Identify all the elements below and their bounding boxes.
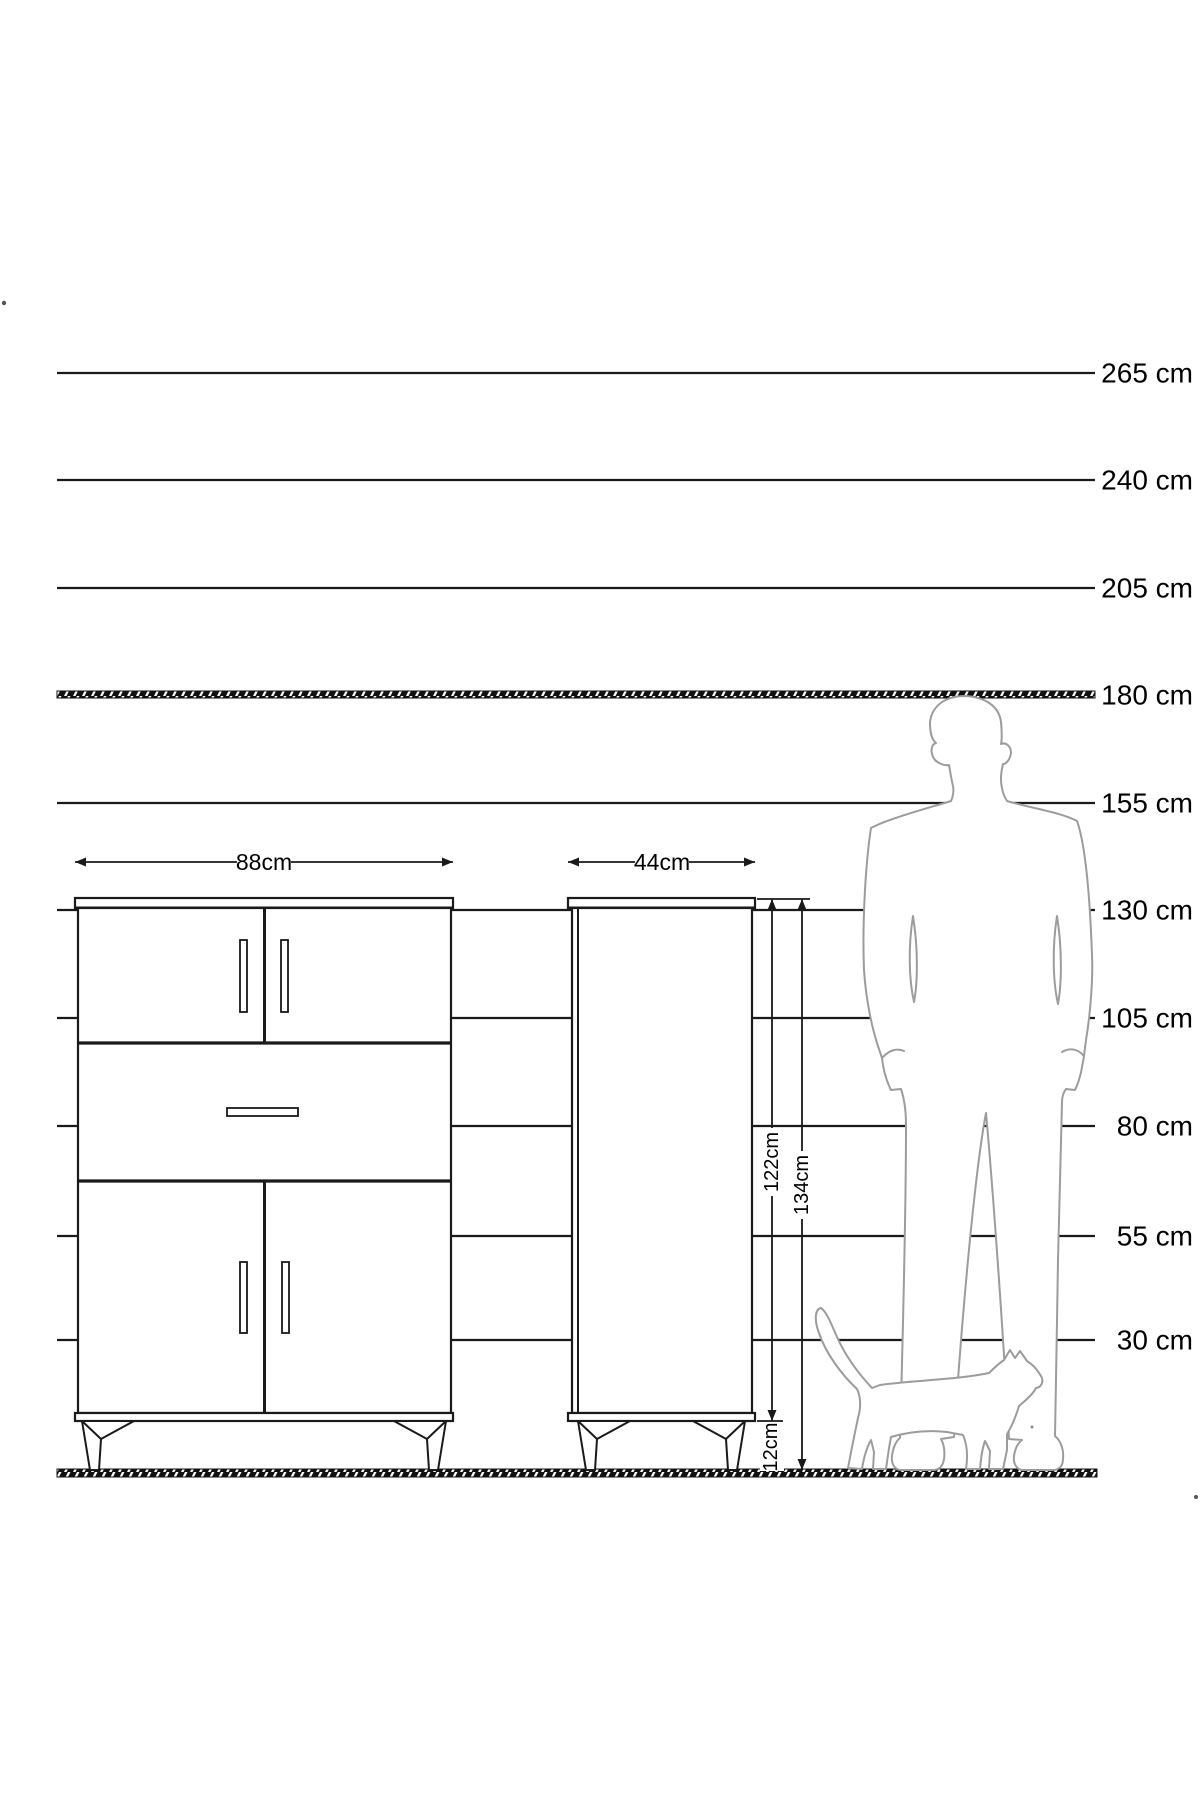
wide-cabinet-top-left-handle (240, 940, 247, 1012)
width-dimensions (75, 849, 755, 875)
floor-line (57, 1469, 1097, 1477)
tall-cabinet-bottom-board (568, 1413, 755, 1421)
tall-cabinet-body (572, 908, 752, 1413)
body-height-label: 122cm (761, 1131, 783, 1193)
height-label-265: 265 cm (1101, 357, 1193, 389)
height-label-180: 180 cm (1101, 679, 1193, 711)
height-label-80: 80 cm (1116, 1110, 1193, 1142)
wide-cabinet-drawer-handle (227, 1108, 298, 1116)
wide-cabinet (75, 898, 453, 1470)
height-label-130: 130 cm (1101, 894, 1193, 926)
speck-top-left (2, 301, 6, 305)
wide-cabinet-top-right-handle (281, 940, 288, 1012)
wide-cabinet-bottom-board (75, 1413, 453, 1421)
total-height-label: 134cm (791, 1154, 813, 1216)
wide-cabinet-bottom-left-handle (240, 1262, 247, 1333)
height-ruler-labels (1101, 358, 1193, 1356)
tall-cabinet (568, 898, 755, 1470)
tall-cabinet-width-label: 44cm (633, 849, 691, 875)
height-label-205: 205 cm (1101, 572, 1193, 604)
man-right-hand-slit (1054, 916, 1061, 1004)
height-label-30: 30 cm (1116, 1324, 1193, 1356)
height-label-55: 55 cm (1116, 1220, 1193, 1252)
height-label-155: 155 cm (1101, 787, 1193, 819)
man-silhouette (863, 696, 1092, 1470)
wide-cabinet-width-label: 88cm (235, 849, 293, 875)
height-label-105: 105 cm (1101, 1002, 1193, 1034)
height-line-180-hatched (57, 691, 1095, 698)
height-label-240: 240 cm (1101, 464, 1193, 496)
leg-height-label: 12cm (760, 1422, 782, 1472)
wide-cabinet-bottom-right-handle (282, 1262, 289, 1333)
speck-bottom-right (1194, 1495, 1198, 1499)
speck-ankle (1031, 1426, 1034, 1429)
height-dimension-labels (759, 1128, 815, 1471)
man-body-outline (863, 696, 1092, 1470)
